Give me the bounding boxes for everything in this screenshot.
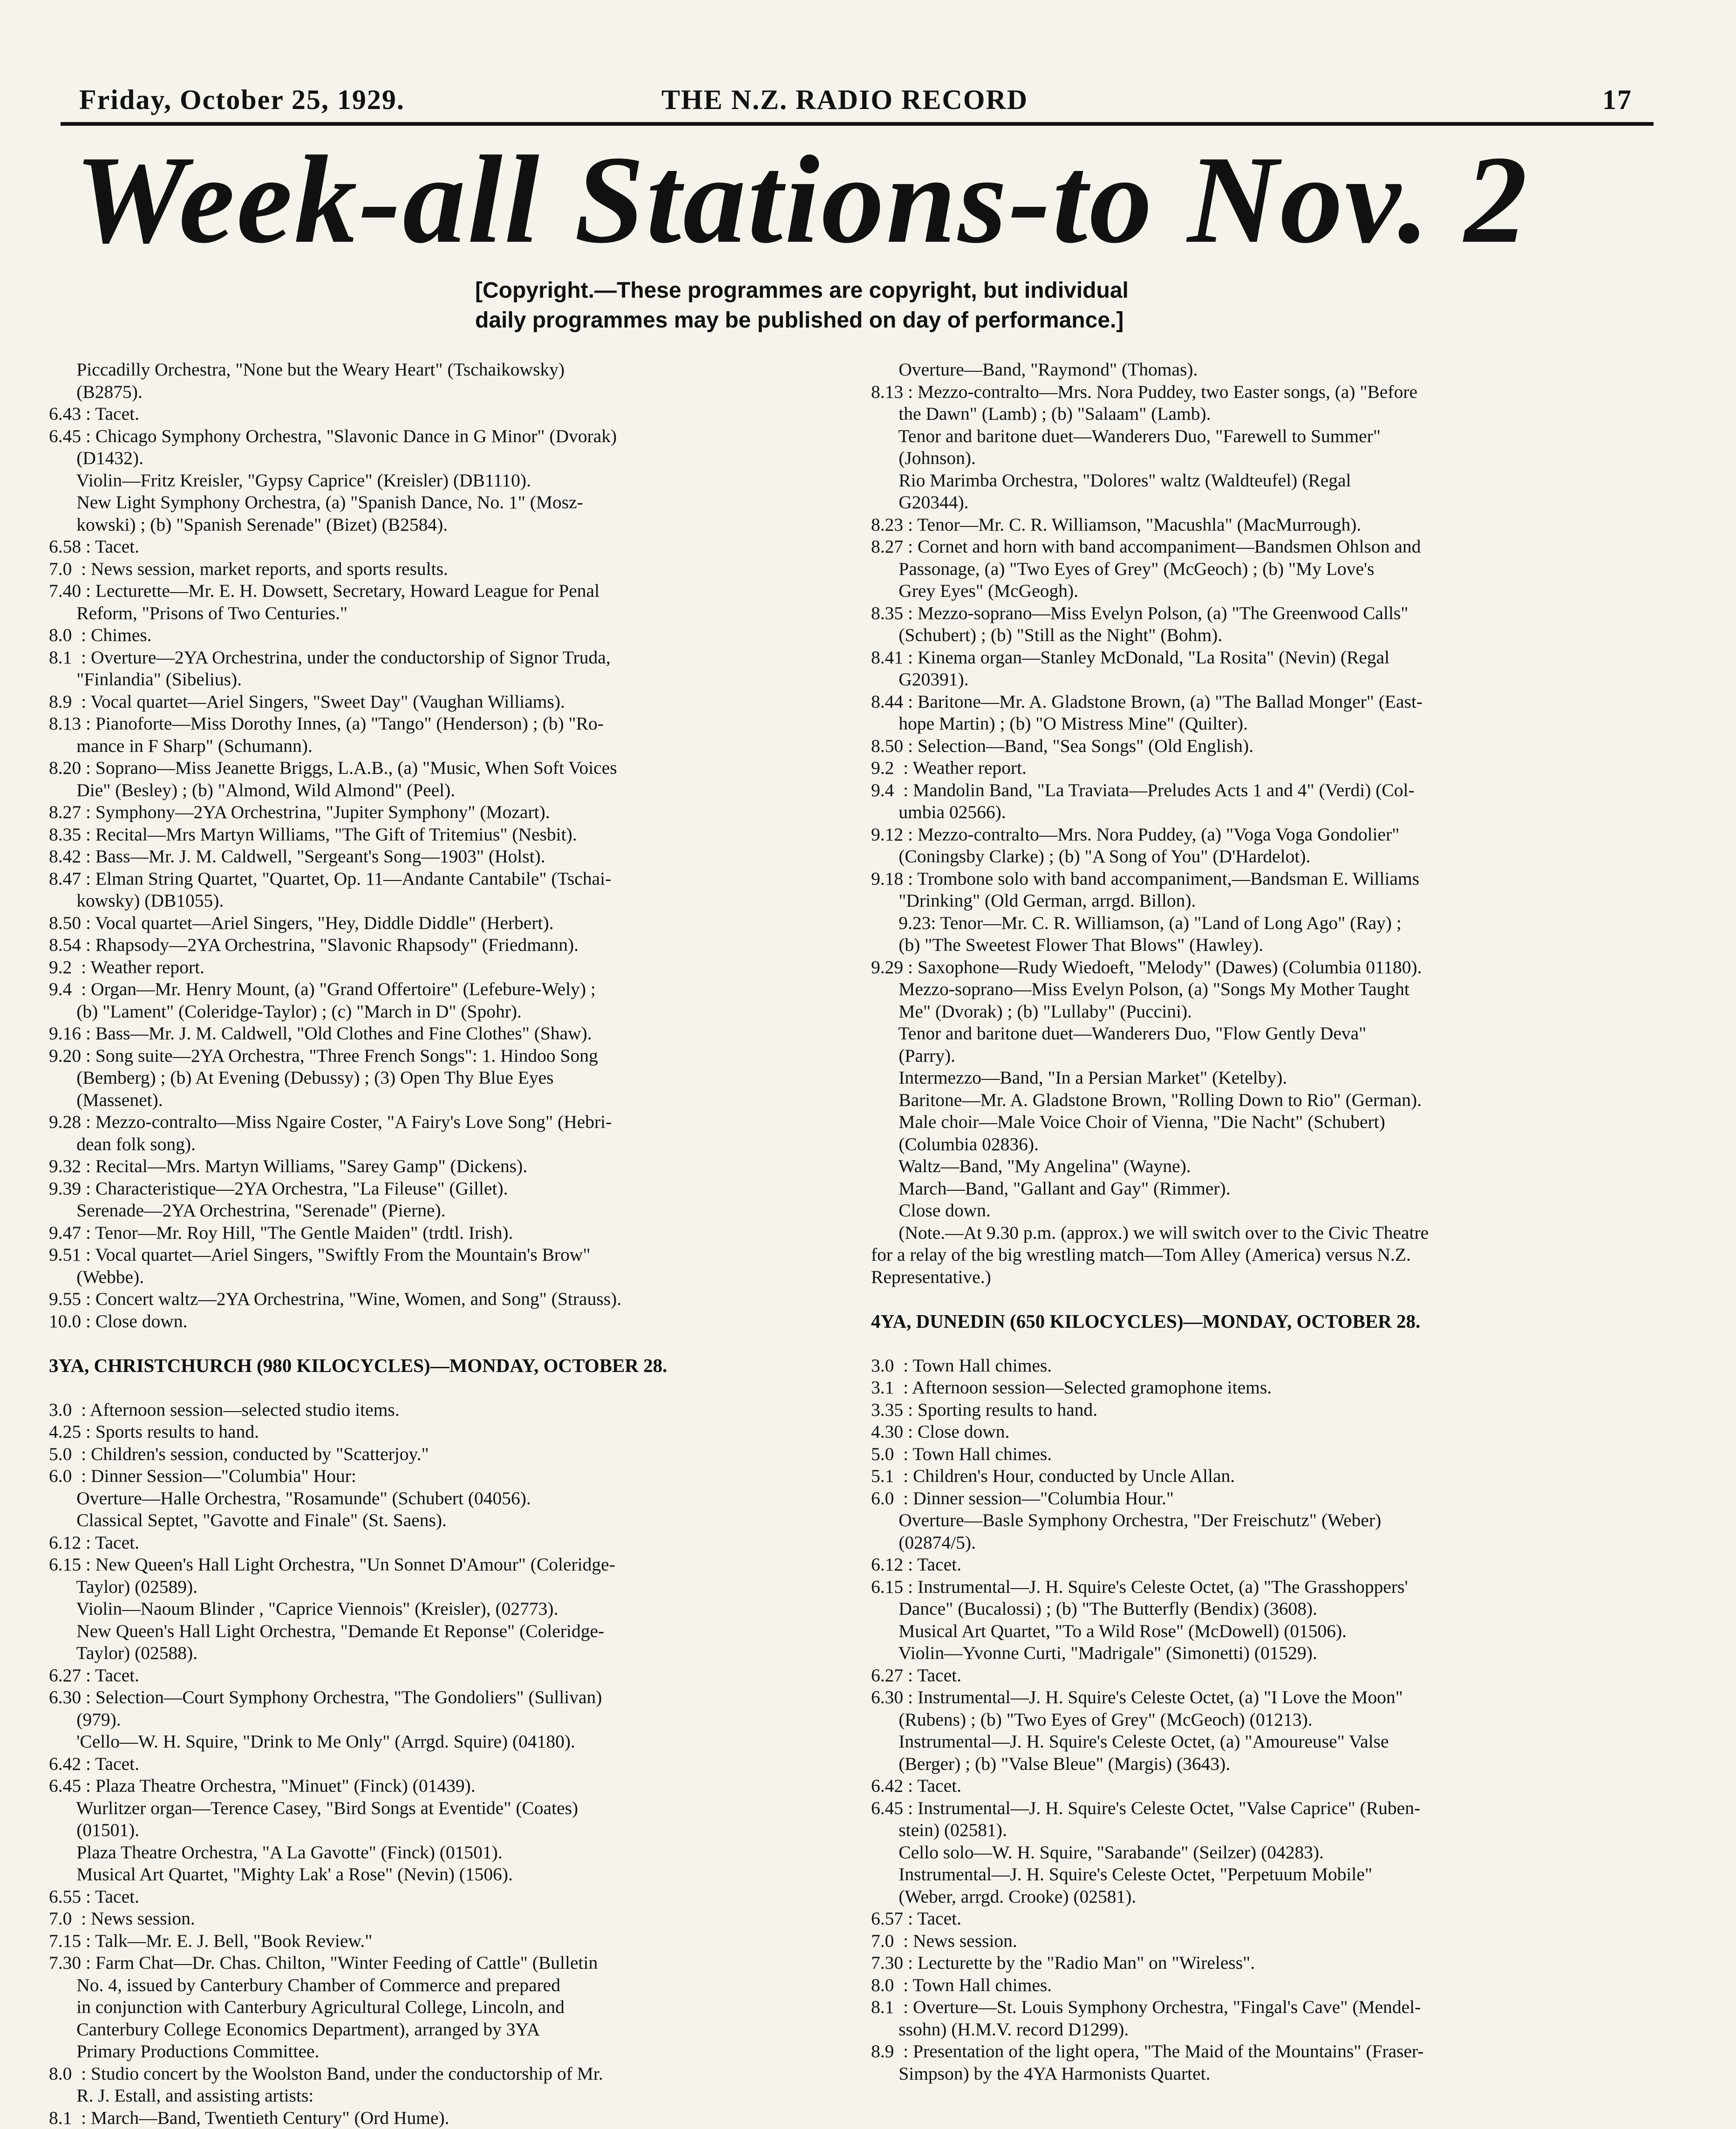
programme-line: stein) (02581).: [871, 1819, 1663, 1842]
programme-line: "Finlandia" (Sibelius).: [49, 669, 841, 691]
programme-line: 7.30 : Farm Chat—Dr. Chas. Chilton, "Winter Feeding of Cattle" (Bulletin: [49, 1952, 841, 1974]
programme-line: 9.4 : Organ—Mr. Henry Mount, (a) "Grand Offertoire" (Lefebure-Wely) ;: [49, 978, 841, 1001]
programme-line: (01501).: [49, 1819, 841, 1842]
programme-line: 9.18 : Trombone solo with band accompaniment,—Bandsman E. Williams: [871, 868, 1663, 890]
programme-line: 5.0 : Children's session, conducted by "Scatterjoy.": [49, 1443, 841, 1466]
programme-line: Die" (Besley) ; (b) "Almond, Wild Almond" (Peel).: [49, 779, 841, 802]
programme-line: 6.58 : Tacet.: [49, 536, 841, 558]
programme-line: No. 4, issued by Canterbury Chamber of Commerce and prepared: [49, 1974, 841, 1997]
programme-line: 9.2 : Weather report.: [49, 956, 841, 979]
programme-line: mance in F Sharp" (Schumann).: [49, 735, 841, 757]
programme-line: (b) "Lament" (Coleridge-Taylor) ; (c) "March in D" (Spohr).: [49, 1001, 841, 1023]
programme-line: 6.57 : Tacet.: [871, 1908, 1663, 1930]
programme-line: 5.0 : Town Hall chimes.: [871, 1443, 1663, 1466]
programme-line: 9.29 : Saxophone—Rudy Wiedoeft, "Melody" (Dawes) (Columbia 01180).: [871, 956, 1663, 979]
programme-line: Overture—Band, "Raymond" (Thomas).: [871, 359, 1663, 381]
programme-line: Musical Art Quartet, "To a Wild Rose" (McDowell) (01506).: [871, 1620, 1663, 1643]
programme-line: (Bemberg) ; (b) At Evening (Debussy) ; (3) Open Thy Blue Eyes: [49, 1067, 841, 1089]
programme-line: 8.47 : Elman String Quartet, "Quartet, Op. 11—Andante Cantabile" (Tschai-: [49, 868, 841, 890]
programme-line: 8.27 : Cornet and horn with band accompaniment—Bandsmen Ohlson and: [871, 536, 1663, 558]
programme-line: 8.41 : Kinema organ—Stanley McDonald, "La Rosita" (Nevin) (Regal: [871, 647, 1663, 669]
programme-line: 9.32 : Recital—Mrs. Martyn Williams, "Sarey Gamp" (Dickens).: [49, 1155, 841, 1178]
programme-line: 9.23: Tenor—Mr. C. R. Williamson, (a) "Land of Long Ago" (Ray) ;: [871, 912, 1663, 935]
programme-line: 9.16 : Bass—Mr. J. M. Caldwell, "Old Clothes and Fine Clothes" (Shaw).: [49, 1023, 841, 1045]
programme-line: G20391).: [871, 669, 1663, 691]
programme-line: Instrumental—J. H. Squire's Celeste Octet, (a) "Amoureuse" Valse: [871, 1731, 1663, 1753]
programme-line: Tenor and baritone duet—Wanderers Duo, "Flow Gently Deva": [871, 1023, 1663, 1045]
programme-line: (Columbia 02836).: [871, 1133, 1663, 1156]
programme-line: Classical Septet, "Gavotte and Finale" (St. Saens).: [49, 1509, 841, 1532]
copyright-notice: [475, 276, 1267, 335]
programme-line: (Parry).: [871, 1045, 1663, 1067]
programme-line: 6.15 : Instrumental—J. H. Squire's Celeste Octet, (a) "The Grasshoppers': [871, 1576, 1663, 1598]
page-title: Week-all Stations-to Nov. 2: [75, 130, 1658, 269]
programme-line: 6.42 : Tacet.: [49, 1753, 841, 1775]
programme-line: 9.51 : Vocal quartet—Ariel Singers, "Swiftly From the Mountain's Brow": [49, 1244, 841, 1266]
programme-line: 8.0 : Chimes.: [49, 624, 841, 647]
programme-line: for a relay of the big wrestling match—Tom Alley (America) versus N.Z.: [871, 1244, 1663, 1266]
programme-line: 8.13 : Pianoforte—Miss Dorothy Innes, (a) "Tango" (Henderson) ; (b) "Ro-: [49, 713, 841, 735]
programme-line: Tenor and baritone duet—Wanderers Duo, "Farewell to Summer": [871, 425, 1663, 448]
programme-line: 9.55 : Concert waltz—2YA Orchestrina, "Wine, Women, and Song" (Strauss).: [49, 1288, 841, 1310]
programme-line: Violin—Naoum Blinder , "Caprice Viennois" (Kreisler), (02773).: [49, 1598, 841, 1620]
programme-line: 3.0 : Afternoon session—selected studio items.: [49, 1399, 841, 1421]
programme-line: 3.0 : Town Hall chimes.: [871, 1355, 1663, 1377]
programme-line: 6.30 : Instrumental—J. H. Squire's Celeste Octet, (a) "I Love the Moon": [871, 1686, 1663, 1709]
programme-line: 8.9 : Vocal quartet—Ariel Singers, "Sweet Day" (Vaughan Williams).: [49, 691, 841, 713]
programme-line: Overture—Basle Symphony Orchestra, "Der Freischutz" (Weber): [871, 1509, 1663, 1532]
programme-line: 7.15 : Talk—Mr. E. J. Bell, "Book Review.": [49, 1930, 841, 1952]
programme-line: 8.1 : Overture—2YA Orchestrina, under the conductorship of Signor Truda,: [49, 647, 841, 669]
programme-line: Me" (Dvorak) ; (b) "Lullaby" (Puccini).: [871, 1001, 1663, 1023]
programme-line: 7.30 : Lecturette by the "Radio Man" on "Wireless".: [871, 1952, 1663, 1974]
programme-line: (b) "The Sweetest Flower That Blows" (Hawley).: [871, 934, 1663, 956]
programme-line: Grey Eyes" (McGeogh).: [871, 580, 1663, 602]
programme-line: umbia 02566).: [871, 801, 1663, 824]
programme-line: March—Band, "Gallant and Gay" (Rimmer).: [871, 1178, 1663, 1200]
programme-line: (Schubert) ; (b) "Still as the Night" (Bohm).: [871, 624, 1663, 647]
programme-line: 7.40 : Lecturette—Mr. E. H. Dowsett, Secretary, Howard League for Penal: [49, 580, 841, 602]
programme-line: ssohn) (H.M.V. record D1299).: [871, 2019, 1663, 2041]
spacer: [49, 1377, 841, 1399]
programme-line: (Webbe).: [49, 1266, 841, 1289]
programme-line: Taylor) (02588).: [49, 1642, 841, 1665]
programme-line: 8.1 : March—Band, Twentieth Century" (Ord Hume).: [49, 2107, 841, 2129]
programme-line: 8.42 : Bass—Mr. J. M. Caldwell, "Sergeant's Song—1903" (Holst).: [49, 846, 841, 868]
programme-line: Mezzo-soprano—Miss Evelyn Polson, (a) "Songs My Mother Taught: [871, 978, 1663, 1001]
programme-line: "Drinking" (Old German, arrgd. Billon).: [871, 890, 1663, 912]
programme-line: Passonage, (a) "Two Eyes of Grey" (McGeoch) ; (b) "My Love's: [871, 558, 1663, 580]
programme-line: 6.12 : Tacet.: [871, 1554, 1663, 1576]
left-column: [49, 359, 841, 2129]
programme-line: (D1432).: [49, 447, 841, 470]
programme-line: kowsky) (DB1055).: [49, 890, 841, 912]
programme-line: Taylor) (02589).: [49, 1576, 841, 1598]
programme-line: 6.45 : Plaza Theatre Orchestra, "Minuet" (Finck) (01439).: [49, 1775, 841, 1797]
programme-line: 8.27 : Symphony—2YA Orchestrina, "Jupiter Symphony" (Mozart).: [49, 801, 841, 824]
programme-line: (Weber, arrgd. Crooke) (02581).: [871, 1886, 1663, 1908]
right-column: [871, 359, 1663, 2085]
programme-line: 'Cello—W. H. Squire, "Drink to Me Only" (Arrgd. Squire) (04180).: [49, 1731, 841, 1753]
programme-line: Musical Art Quartet, "Mighty Lak' a Rose" (Nevin) (1506).: [49, 1863, 841, 1886]
programme-line: Simpson) by the 4YA Harmonists Quartet.: [871, 2063, 1663, 2085]
programme-line: 10.0 : Close down.: [49, 1310, 841, 1333]
page-number: 17: [1602, 84, 1632, 116]
programme-line: Serenade—2YA Orchestrina, "Serenade" (Pierne).: [49, 1200, 841, 1222]
programme-line: 9.20 : Song suite—2YA Orchestra, "Three French Songs": 1. Hindoo Song: [49, 1045, 841, 1067]
programme-line: 6.45 : Instrumental—J. H. Squire's Celeste Octet, "Valse Caprice" (Ruben-: [871, 1797, 1663, 1820]
programme-line: Primary Productions Committee.: [49, 2040, 841, 2063]
programme-line: 8.20 : Soprano—Miss Jeanette Briggs, L.A.B., (a) "Music, When Soft Voices: [49, 757, 841, 779]
programme-line: Overture—Halle Orchestra, "Rosamunde" (Schubert (04056).: [49, 1488, 841, 1510]
programme-line: 9.47 : Tenor—Mr. Roy Hill, "The Gentle Maiden" (trdtl. Irish).: [49, 1222, 841, 1244]
spacer: [871, 1288, 1663, 1310]
station-heading: 3YA, CHRISTCHURCH (980 KILOCYCLES)—MONDAY, OCTOBER 28.: [49, 1355, 841, 1377]
programme-line: 8.35 : Mezzo-soprano—Miss Evelyn Polson, (a) "The Greenwood Calls": [871, 602, 1663, 625]
programme-line: 9.4 : Mandolin Band, "La Traviata—Preludes Acts 1 and 4" (Verdi) (Col-: [871, 779, 1663, 802]
programme-line: 6.27 : Tacet.: [871, 1665, 1663, 1687]
programme-line: 8.44 : Baritone—Mr. A. Gladstone Brown, (a) "The Ballad Monger" (East-: [871, 691, 1663, 713]
copyright-line: [Copyright.—These programmes are copyright, but individual: [475, 276, 1267, 306]
programme-line: Intermezzo—Band, "In a Persian Market" (Ketelby).: [871, 1067, 1663, 1089]
programme-line: 9.28 : Mezzo-contralto—Miss Ngaire Coster, "A Fairy's Love Song" (Hebri-: [49, 1111, 841, 1133]
programme-line: 8.1 : Overture—St. Louis Symphony Orchestra, "Fingal's Cave" (Mendel-: [871, 1996, 1663, 2019]
programme-line: Dance" (Bucalossi) ; (b) "The Butterfly (Bendix) (3608).: [871, 1598, 1663, 1620]
publication-name: THE N.Z. RADIO RECORD: [661, 84, 1028, 116]
programme-line: Representative.): [871, 1266, 1663, 1289]
programme-line: (Johnson).: [871, 447, 1663, 470]
programme-line: dean folk song).: [49, 1133, 841, 1156]
header-rule: [61, 122, 1654, 126]
programme-line: 8.54 : Rhapsody—2YA Orchestrina, "Slavonic Rhapsody" (Friedmann).: [49, 934, 841, 956]
programme-line: Plaza Theatre Orchestra, "A La Gavotte" (Finck) (01501).: [49, 1842, 841, 1864]
programme-line: 9.2 : Weather report.: [871, 757, 1663, 779]
programme-line: Canterbury College Economics Department), arranged by 3YA: [49, 2019, 841, 2041]
programme-line: Violin—Yvonne Curti, "Madrigale" (Simonetti) (01529).: [871, 1642, 1663, 1665]
programme-line: 8.0 : Studio concert by the Woolston Band, under the conductorship of Mr.: [49, 2063, 841, 2085]
programme-line: Waltz—Band, "My Angelina" (Wayne).: [871, 1155, 1663, 1178]
programme-line: Wurlitzer organ—Terence Casey, "Bird Songs at Eventide" (Coates): [49, 1797, 841, 1820]
programme-line: 3.35 : Sporting results to hand.: [871, 1399, 1663, 1421]
programme-line: 6.27 : Tacet.: [49, 1665, 841, 1687]
programme-line: 8.35 : Recital—Mrs Martyn Williams, "The Gift of Tritemius" (Nesbit).: [49, 824, 841, 846]
programme-line: 6.12 : Tacet.: [49, 1532, 841, 1554]
programme-line: Instrumental—J. H. Squire's Celeste Octet, "Perpetuum Mobile": [871, 1863, 1663, 1886]
issue-date: Friday, October 25, 1929.: [79, 84, 405, 116]
programme-line: (Note.—At 9.30 p.m. (approx.) we will switch over to the Civic Theatre: [871, 1222, 1663, 1244]
programme-line: in conjunction with Canterbury Agricultural College, Lincoln, and: [49, 1996, 841, 2019]
programme-line: hope Martin) ; (b) "O Mistress Mine" (Quilter).: [871, 713, 1663, 735]
programme-line: (Rubens) ; (b) "Two Eyes of Grey" (McGeoch) (01213).: [871, 1709, 1663, 1731]
programme-line: 8.0 : Town Hall chimes.: [871, 1974, 1663, 1997]
programme-line: New Light Symphony Orchestra, (a) "Spanish Dance, No. 1" (Mosz-: [49, 491, 841, 514]
programme-line: 7.0 : News session.: [871, 1930, 1663, 1952]
programme-line: 8.9 : Presentation of the light opera, "The Maid of the Mountains" (Fraser-: [871, 2040, 1663, 2063]
programme-line: Violin—Fritz Kreisler, "Gypsy Caprice" (Kreisler) (DB1110).: [49, 470, 841, 492]
programme-line: 8.50 : Selection—Band, "Sea Songs" (Old English).: [871, 735, 1663, 757]
programme-line: the Dawn" (Lamb) ; (b) "Salaam" (Lamb).: [871, 403, 1663, 425]
programme-line: Male choir—Male Voice Choir of Vienna, "Die Nacht" (Schubert): [871, 1111, 1663, 1133]
programme-line: 9.12 : Mezzo-contralto—Mrs. Nora Puddey, (a) "Voga Voga Gondolier": [871, 824, 1663, 846]
programme-line: 9.39 : Characteristique—2YA Orchestra, "La Fileuse" (Gillet).: [49, 1178, 841, 1200]
programme-line: 6.30 : Selection—Court Symphony Orchestra, "The Gondoliers" (Sullivan): [49, 1686, 841, 1709]
programme-line: Rio Marimba Orchestra, "Dolores" waltz (Waldteufel) (Regal: [871, 470, 1663, 492]
programme-line: (Coningsby Clarke) ; (b) "A Song of You" (D'Hardelot).: [871, 846, 1663, 868]
programme-line: 6.0 : Dinner Session—"Columbia" Hour:: [49, 1465, 841, 1488]
programme-line: Baritone—Mr. A. Gladstone Brown, "Rolling Down to Rio" (German).: [871, 1089, 1663, 1112]
station-heading: 4YA, DUNEDIN (650 KILOCYCLES)—MONDAY, OCTOBER 28.: [871, 1310, 1663, 1333]
programme-line: Cello solo—W. H. Squire, "Sarabande" (Seilzer) (04283).: [871, 1842, 1663, 1864]
programme-line: Reform, "Prisons of Two Centuries.": [49, 602, 841, 625]
programme-line: 8.50 : Vocal quartet—Ariel Singers, "Hey, Diddle Diddle" (Herbert).: [49, 912, 841, 935]
programme-line: R. J. Estall, and assisting artists:: [49, 2085, 841, 2107]
programme-line: 8.13 : Mezzo-contralto—Mrs. Nora Puddey, two Easter songs, (a) "Before: [871, 381, 1663, 403]
programme-line: (Berger) ; (b) "Valse Bleue" (Margis) (3643).: [871, 1753, 1663, 1775]
programme-line: 4.30 : Close down.: [871, 1421, 1663, 1443]
programme-line: 6.55 : Tacet.: [49, 1886, 841, 1908]
programme-line: 6.42 : Tacet.: [871, 1775, 1663, 1797]
programme-line: 8.23 : Tenor—Mr. C. R. Williamson, "Macushla" (MacMurrough).: [871, 514, 1663, 536]
programme-line: Piccadilly Orchestra, "None but the Weary Heart" (Tschaikowsky): [49, 359, 841, 381]
programme-line: kowski) ; (b) "Spanish Serenade" (Bizet) (B2584).: [49, 514, 841, 536]
programme-line: 6.0 : Dinner session—"Columbia Hour.": [871, 1488, 1663, 1510]
programme-line: 7.0 : News session, market reports, and sports results.: [49, 558, 841, 580]
programme-line: (B2875).: [49, 381, 841, 403]
programme-line: 6.15 : New Queen's Hall Light Orchestra, "Un Sonnet D'Amour" (Coleridge-: [49, 1554, 841, 1576]
programme-line: G20344).: [871, 491, 1663, 514]
programme-line: New Queen's Hall Light Orchestra, "Demande Et Reponse" (Coleridge-: [49, 1620, 841, 1643]
copyright-line: daily programmes may be published on day of performance.]: [475, 306, 1267, 335]
spacer: [49, 1332, 841, 1355]
programme-line: 6.45 : Chicago Symphony Orchestra, "Slavonic Dance in G Minor" (Dvorak): [49, 425, 841, 448]
programme-line: 6.43 : Tacet.: [49, 403, 841, 425]
programme-line: 3.1 : Afternoon session—Selected gramophone items.: [871, 1377, 1663, 1399]
programme-line: (Massenet).: [49, 1089, 841, 1112]
programme-line: 4.25 : Sports results to hand.: [49, 1421, 841, 1443]
programme-line: (02874/5).: [871, 1532, 1663, 1554]
programme-line: (979).: [49, 1709, 841, 1731]
programme-line: 5.1 : Children's Hour, conducted by Uncle Allan.: [871, 1465, 1663, 1488]
spacer: [871, 1332, 1663, 1355]
programme-line: Close down.: [871, 1200, 1663, 1222]
programme-line: 7.0 : News session.: [49, 1908, 841, 1930]
